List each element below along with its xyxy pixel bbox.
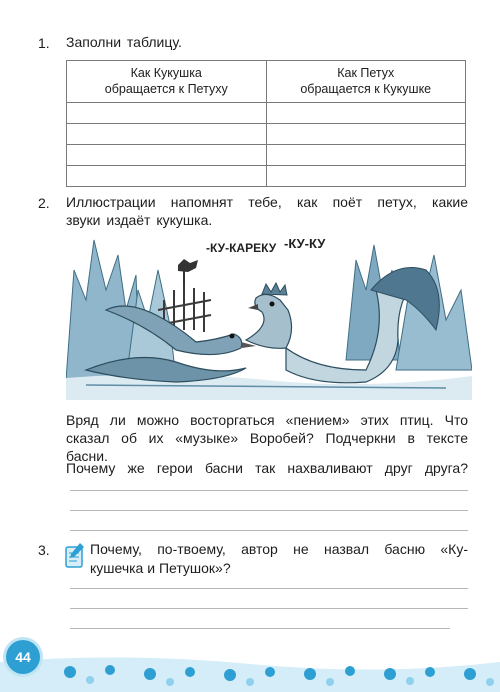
header-cuckoo-line1: Как Кукушка (130, 66, 202, 80)
cuckoo-rooster-illustration (66, 230, 472, 400)
header-cuckoo-line2: обращается к Петуху (104, 82, 228, 96)
task-1-instruction: Заполни таблицу. (66, 34, 182, 50)
task-1-number: 1. (38, 35, 50, 51)
task-3-line1: Почему, по-твоему, автор не назвал басню «Ку- (90, 541, 468, 557)
table-header-rooster (266, 61, 466, 103)
header-rooster-line2: обращается к Кукушке (300, 82, 432, 96)
table-row (67, 145, 466, 166)
task-2-para-line3: басни. (66, 448, 108, 464)
task-2-question: Почему же герои басни так нахваливают друг друга? (66, 460, 468, 476)
table-cell[interactable] (67, 124, 267, 145)
table-cell[interactable] (266, 103, 466, 124)
task-3-line2: кушечка и Петушок»? (90, 560, 231, 576)
table-cell[interactable] (266, 166, 466, 187)
answer-table (66, 60, 466, 187)
page-number-badge: 44 (6, 640, 40, 674)
answer-line[interactable] (70, 608, 468, 609)
sound-rooster-text: -КУ-КУ (284, 236, 326, 251)
table-cell[interactable] (266, 145, 466, 166)
table-cell[interactable] (67, 166, 267, 187)
table-cell[interactable] (67, 103, 267, 124)
table-header-row (67, 61, 466, 103)
header-rooster-line1: Как Петух (337, 66, 395, 80)
task-2-line2: звуки издаёт кукушка. (66, 212, 213, 228)
task-3-number: 3. (38, 542, 50, 558)
answer-line[interactable] (70, 588, 468, 589)
task-2-para-line1: Вряд ли можно восторгаться «пением» этих птиц. Что (66, 412, 468, 428)
table-cell[interactable] (266, 124, 466, 145)
task-2-para-line2: сказал об их «музыке» Воробей? Подчеркни в тексте (66, 430, 468, 446)
table-header-cuckoo (67, 61, 267, 103)
task-2-number: 2. (38, 195, 50, 211)
table-cell[interactable] (67, 145, 267, 166)
answer-line[interactable] (70, 510, 468, 511)
notebook-pencil-icon (64, 541, 86, 569)
task-2-line1: Иллюстрации напомнят тебе, как поёт петух, какие (66, 194, 468, 210)
footer-decoration (0, 622, 500, 692)
table-row (67, 166, 466, 187)
answer-line[interactable] (70, 490, 468, 491)
sound-cuckoo-text: -КУ-КАРЕКУ (206, 241, 277, 255)
table-row (67, 124, 466, 145)
table-row (67, 103, 466, 124)
answer-line[interactable] (70, 530, 468, 531)
